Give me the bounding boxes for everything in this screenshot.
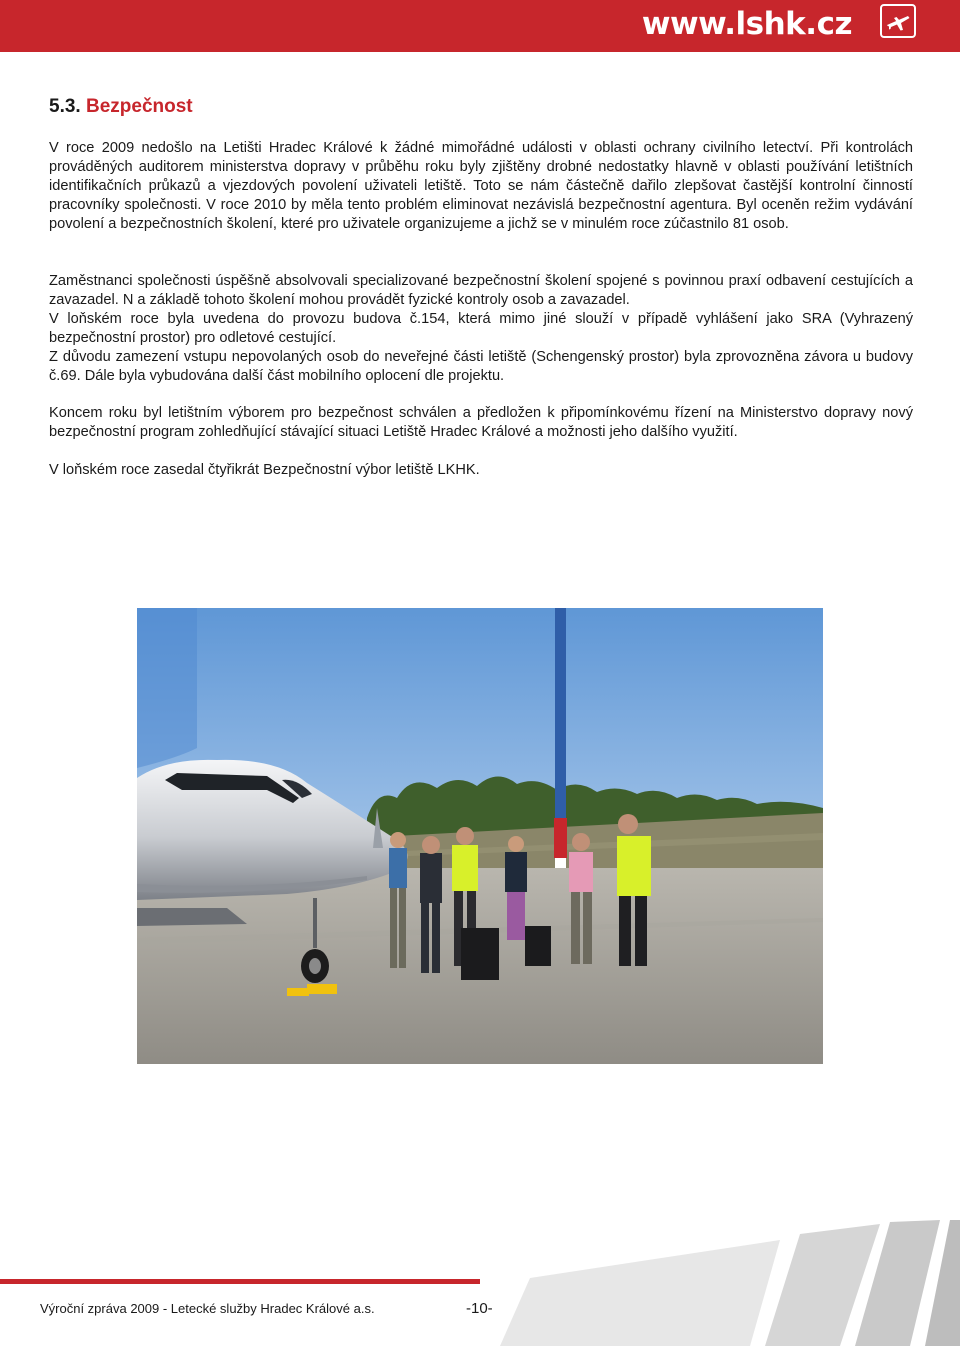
paragraph-training (49, 272, 913, 386)
footer-decorative-stripes (480, 1220, 960, 1346)
page-number: -10- (466, 1300, 493, 1317)
section-title: Bezpečnost (85, 96, 193, 117)
paragraph-committee-text: V loňském roce zasedal čtyřikrát Bezpečnostní výbor letiště LKHK. (49, 462, 480, 478)
footer-report-title: Výroční zpráva 2009 - Letecké služby Hradec Králové a.s. (40, 1301, 375, 1316)
paragraph-barrier-line: Z důvodu zamezení vstupu nepovolaných osob do neveřejné části letiště (Schengenský prostor) byla zprovozněna závora u budovy č.69. Dále byla vybudována další část mobilního oplocení dle projektu. (49, 349, 913, 384)
section-heading (49, 96, 193, 118)
paragraph-committee (49, 461, 913, 480)
section-number: 5.3. (49, 96, 81, 117)
airplane-logo-icon (880, 4, 916, 38)
site-url[interactable]: www.lshk.cz (641, 6, 852, 42)
paragraph-security-program-text: Koncem roku byl letištním výborem pro bezpečnost schválen a předložen k připomínkovému řízení na Ministerstvo dopravy nový bezpečnostní program zohledňující stávající situaci Letiště Hradec Králové a možnosti jeho dalšího využití. (49, 405, 913, 440)
paragraph-security-program (49, 404, 913, 442)
paragraph-building-line: V loňském roce byla uvedena do provozu budova č.154, která mimo jiné slouží v případě vyhlášení jako SRA (Vyhrazený bezpečnostní prostor) pro odletové cestující. (49, 311, 913, 346)
header-bar (0, 0, 960, 52)
paragraph-training-line: Zaměstnanci společnosti úspěšně absolvovali specializované bezpečnostní školení spojené s povinnou praxí odbavení cestujících a zavazadel. N a základě tohoto školení mohou provádět fyzické kontroly osob a zavazadel. (49, 273, 913, 308)
footer-red-line (0, 1279, 480, 1284)
airport-apron-photo (137, 608, 823, 1064)
paragraph-audit (49, 139, 913, 234)
paragraph-audit-text: V roce 2009 nedošlo na Letišti Hradec Králové k žádné mimořádné události v oblasti ochrany civilního letectví. Při kontrolách prováděných auditorem ministerstva dopravy v průběhu roku byly zjištěny drobné nedostatky hlavně v oblasti používání letištních identifikačních průkazů a vjezdových povolení uživateli letiště. Toto se nám částečně dařilo zlepšovat častější kontrolní činností pracovníky společnosti. V roce 2010 by měla tento problém eliminovat nezávislá bezpečnostní agentura. Byl oceněn režim vydávání povolení a bezpečnostních školení, které pro uživatele organizujeme a jichž se v minulém roce zúčastnilo 81 osob. (49, 140, 913, 232)
